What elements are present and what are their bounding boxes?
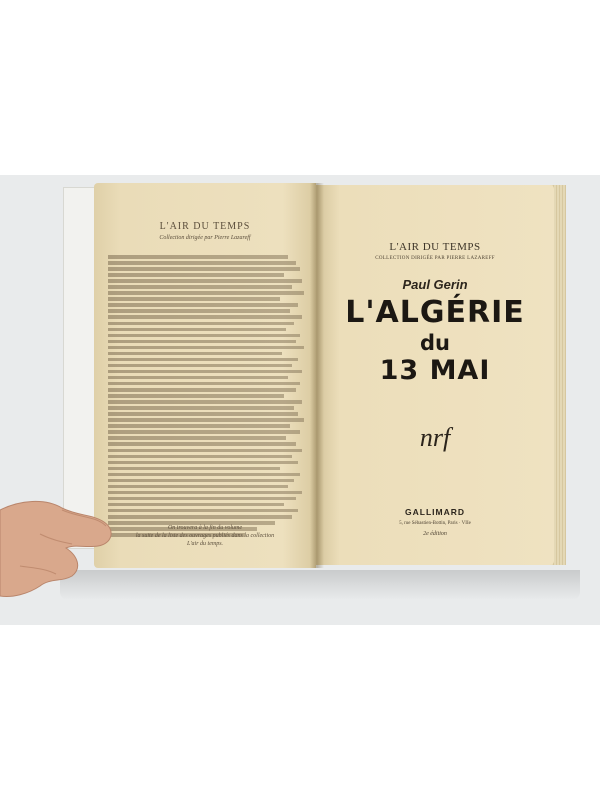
title-list-line bbox=[108, 418, 304, 422]
title-list-line bbox=[108, 364, 292, 368]
title-list-line bbox=[108, 376, 288, 380]
author-name: Paul Gerin bbox=[402, 277, 468, 292]
book-title-line-2: du bbox=[420, 331, 450, 355]
title-list-line bbox=[108, 473, 300, 477]
title-page bbox=[316, 185, 554, 565]
title-list-line bbox=[108, 491, 302, 495]
title-list-line bbox=[108, 352, 282, 356]
title-list-line bbox=[108, 442, 296, 446]
title-list-line bbox=[108, 509, 298, 513]
book-title-line-1: L'ALGÉRIE bbox=[345, 295, 525, 330]
book-gutter bbox=[310, 183, 324, 568]
title-list-line bbox=[108, 503, 284, 507]
title-list-line bbox=[108, 388, 296, 392]
title-list-line bbox=[108, 297, 280, 301]
title-list-line bbox=[108, 285, 292, 289]
title-list-line bbox=[108, 328, 286, 332]
title-list-line bbox=[108, 424, 290, 428]
title-list-line bbox=[108, 358, 298, 362]
publisher-address: 5, rue Sébastien-Bottin, Paris · VIIe bbox=[399, 521, 471, 526]
titles-list bbox=[108, 255, 304, 539]
title-list-line bbox=[108, 436, 286, 440]
hand-image bbox=[0, 470, 120, 625]
left-series-subtitle: Collection dirigée par Pierre Lazareff bbox=[159, 235, 251, 241]
title-list-line bbox=[108, 255, 288, 259]
title-list-line bbox=[108, 322, 294, 326]
title-list-line bbox=[108, 334, 300, 338]
collection-line: COLLECTION DIRIGÉE PAR PIERRE LAZAREFF bbox=[375, 256, 495, 261]
title-list-line bbox=[108, 261, 296, 265]
title-list-line bbox=[108, 497, 296, 501]
title-list-line bbox=[108, 394, 284, 398]
title-list-line bbox=[108, 303, 298, 307]
book-shadow bbox=[60, 570, 580, 600]
title-list-line bbox=[108, 315, 302, 319]
title-list-line bbox=[108, 340, 296, 344]
title-list-line bbox=[108, 279, 302, 283]
title-list-line bbox=[108, 412, 298, 416]
left-footer-line-1: On trouvera à la fin du volume bbox=[167, 525, 243, 531]
title-list-line bbox=[108, 346, 304, 350]
series-title: L'AIR DU TEMPS bbox=[389, 241, 481, 253]
title-list-line bbox=[108, 309, 290, 313]
title-list-line bbox=[108, 291, 304, 295]
edition-note: 2e édition bbox=[423, 531, 447, 537]
title-list-line bbox=[108, 467, 280, 471]
title-list-line bbox=[108, 485, 288, 489]
title-list-line bbox=[108, 455, 292, 459]
title-list-line bbox=[108, 449, 302, 453]
left-footer-line-2: la suite de la liste des ouvrages publiés dans la collection bbox=[135, 533, 275, 539]
nrf-logo: nrf bbox=[419, 423, 451, 452]
book-title-line-3: 13 MAI bbox=[379, 355, 491, 386]
title-list-line bbox=[108, 400, 302, 404]
title-list-line bbox=[108, 267, 300, 271]
title-list-line bbox=[108, 515, 292, 519]
left-footer-line-3: L'air du temps. bbox=[186, 541, 224, 547]
title-list-line bbox=[108, 479, 294, 483]
title-list-line bbox=[108, 370, 302, 374]
publisher-name: GALLIMARD bbox=[405, 507, 465, 517]
title-list-line bbox=[108, 382, 300, 386]
photo-scene bbox=[0, 175, 600, 625]
title-list-line bbox=[108, 406, 294, 410]
title-list-line bbox=[108, 273, 284, 277]
left-series-title: L'AIR DU TEMPS bbox=[159, 221, 251, 232]
title-list-line bbox=[108, 461, 298, 465]
left-page bbox=[94, 183, 316, 568]
title-list-line bbox=[108, 430, 300, 434]
